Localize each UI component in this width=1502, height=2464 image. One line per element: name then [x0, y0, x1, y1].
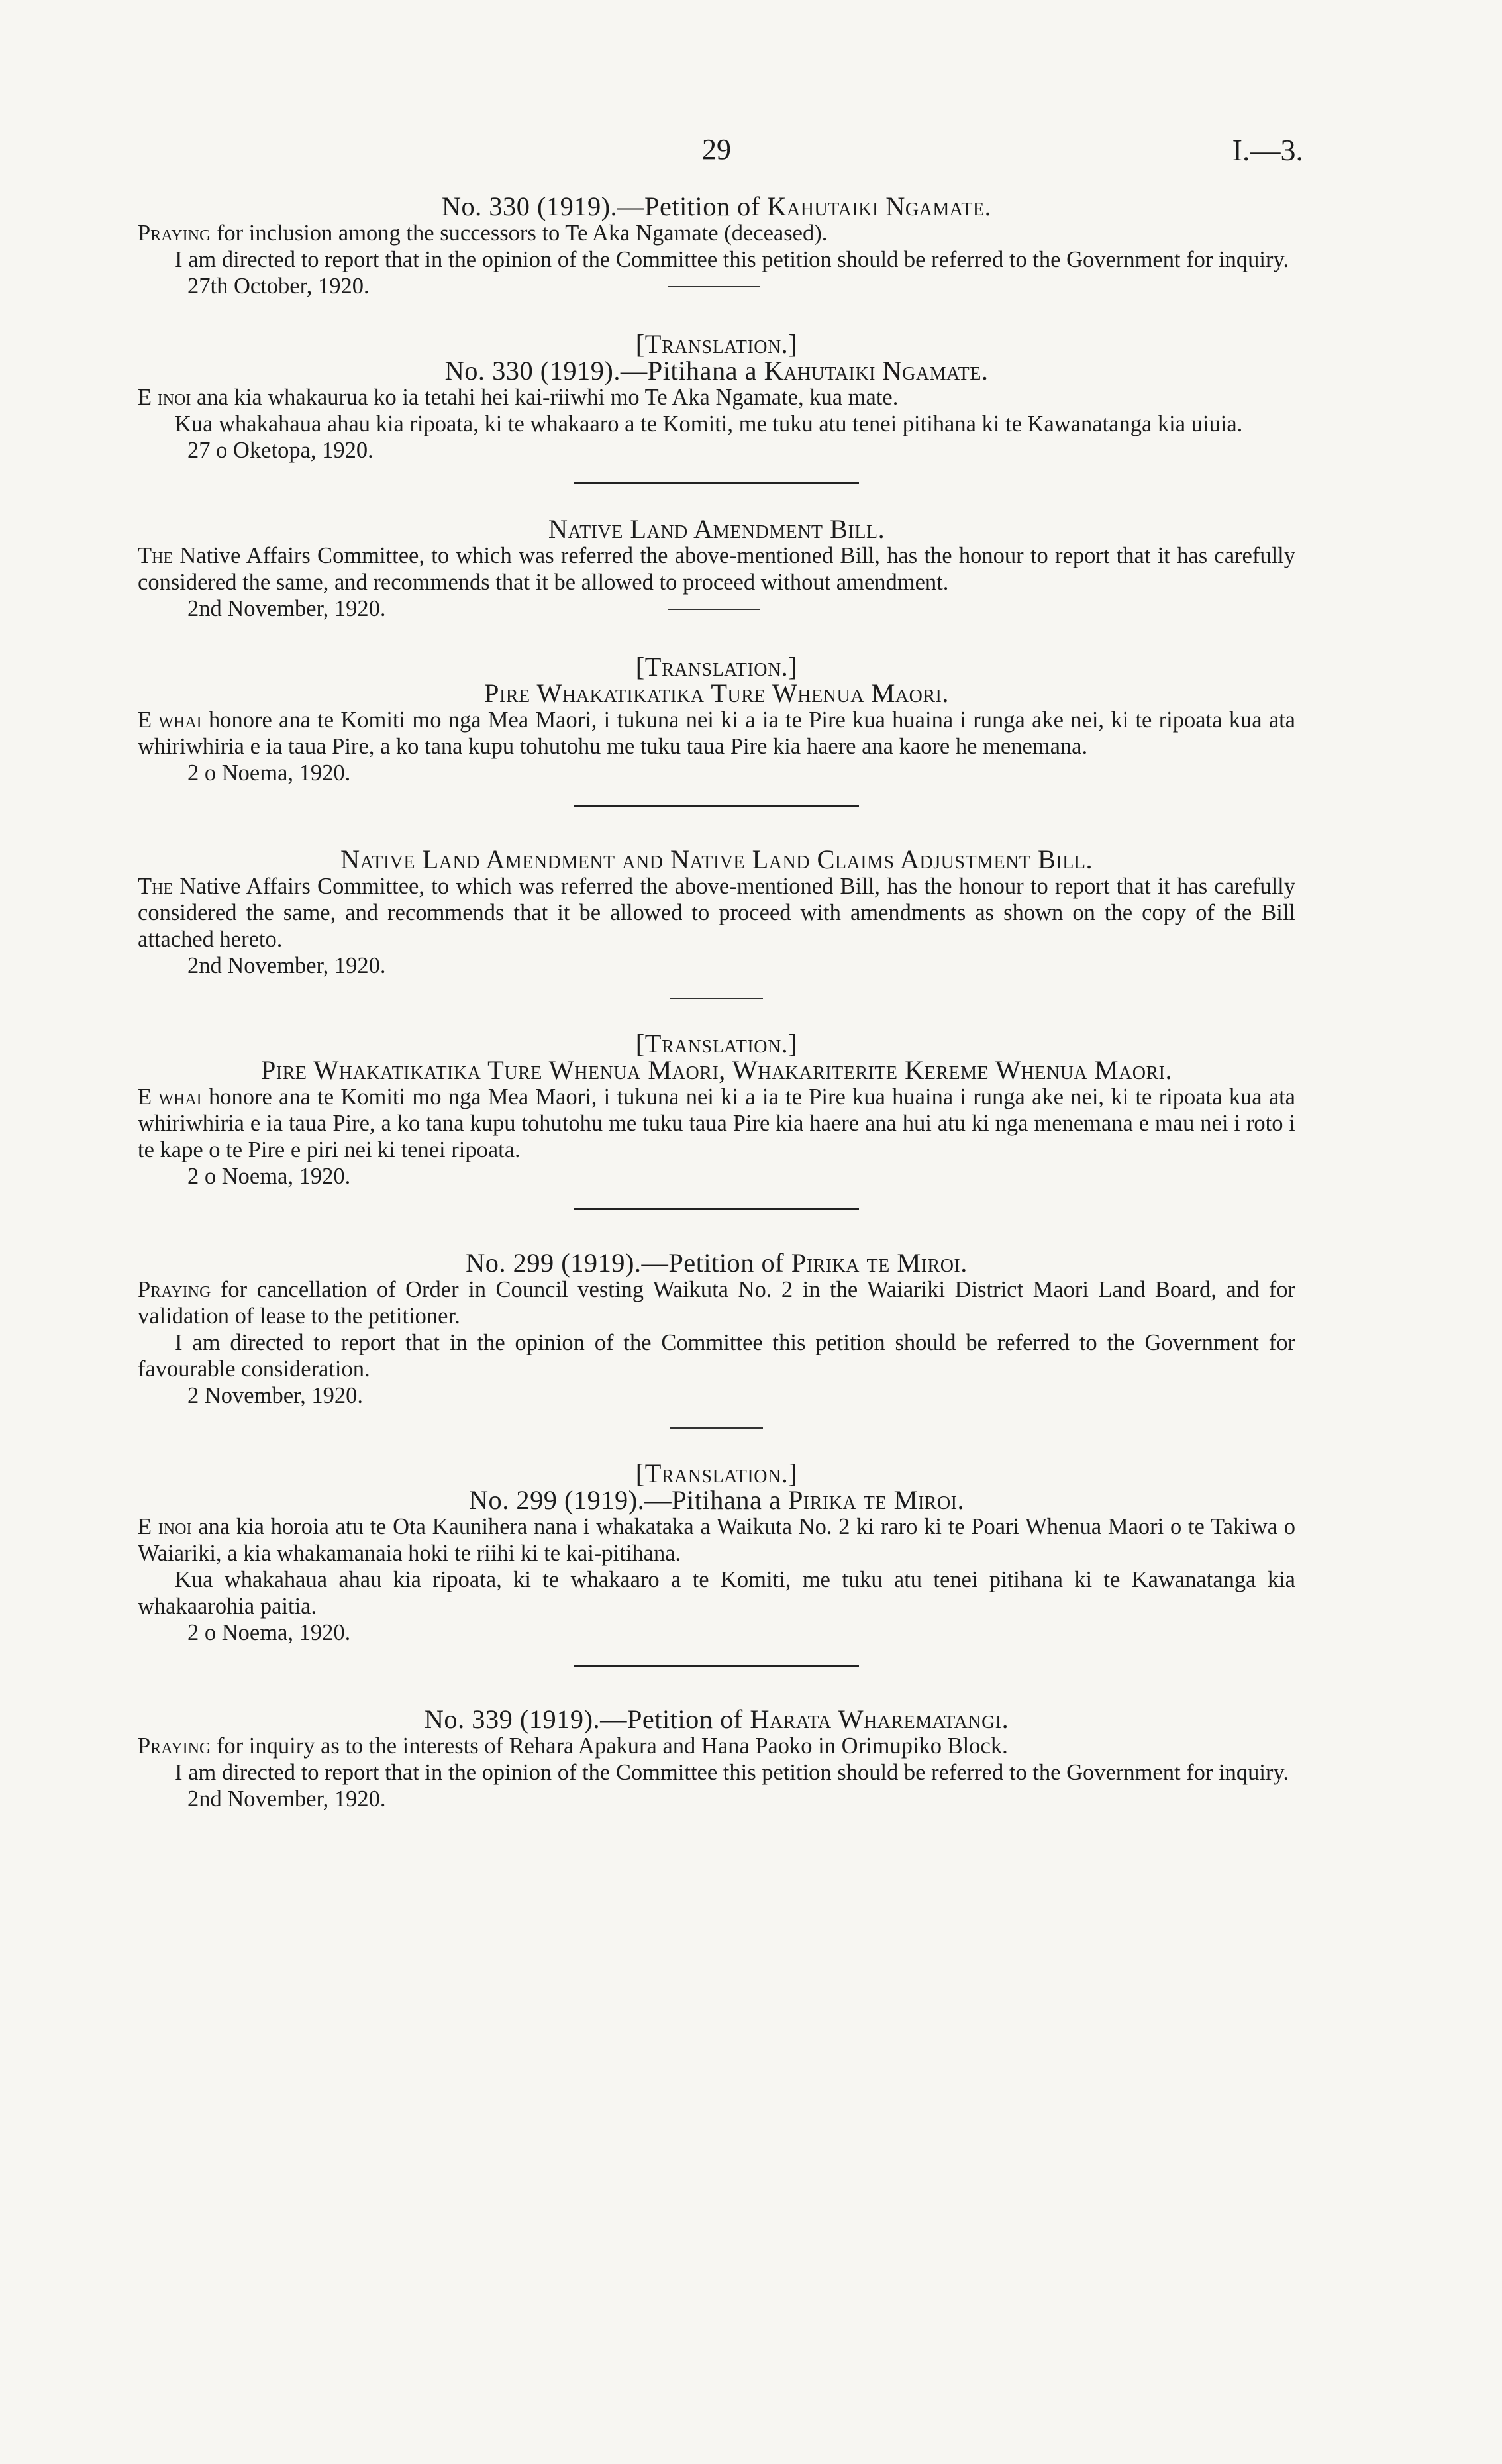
lead-paragraph: E inoi ana kia whakaurua ko ia tetahi hei kai-riiwhi mo Te Aka Ngamate, kua mate. [138, 385, 899, 410]
lead-paragraph: Praying for inclusion among the successors to Te Aka Ngamate (deceased). [138, 221, 828, 246]
short-divider [668, 286, 760, 287]
body-paragraph: Kua whakahaua ahau kia ripoata, ki te whakaaro a te Komiti, me tuku atu tenei pitihana ki te Kawanatanga kia uiuia. [175, 411, 1243, 436]
section-claims-adjustment-translation [138, 1031, 1295, 1190]
lead-paragraph: The Native Affairs Committee, to which was referred the above-mentioned Bill, has the honour to report that it has carefully considered the same, and recommends that it be allowed to proceed without amendment. [138, 543, 1295, 595]
date-line: 27 o Oketopa, 1920. [187, 438, 374, 463]
date-line: 2 November, 1920. [187, 1383, 363, 1408]
lead-paragraph: E whai honore ana te Komiti mo nga Mea Maori, i tukuna nei ki a ia te Pire kua huaina i runga ake nei, ki te ripoata kua ata whiriwhiria e ia taua Pire, a ko tana kupu tohutohu me tuku taua Pire kia haere ana hui atu ki nga menemana e mau nei i roto i te kape o te Pire e piri nei ki tenei ripoata. [138, 1084, 1295, 1162]
date-row [138, 595, 1295, 622]
lead-paragraph: E inoi ana kia horoia atu te Ota Kaunihera nana i whakataka a Waikuta No. 2 ki raro ki te Poari Whenua Maori o te Takiwa o Waiariki, a kia whakamanaia hoki te riihi ki te kai-pitihana. [138, 1514, 1295, 1566]
date-line: 2nd November, 1920. [187, 953, 386, 978]
translation-label: [Translation.] [635, 1459, 798, 1488]
lead-paragraph: E whai honore ana te Komiti mo nga Mea Maori, i tukuna nei ki a ia te Pire kua huaina i runga ake nei, ki te ripoata kua ata whiriwhiria e ia taua Pire, a ko tana kupu tohutohu me tuku taua Pire kia haere ana kaore he menemana. [138, 707, 1295, 759]
date-line: 2 o Noema, 1920. [187, 760, 351, 786]
lead-paragraph: The Native Affairs Committee, to which was referred the above-mentioned Bill, has the honour to report that it has carefully considered the same, and recommends that it be allowed to proceed with amendments as shown on the copy of the Bill attached hereto. [138, 874, 1295, 952]
section-heading: Native Land Amendment and Native Land Claims Adjustment Bill. [340, 845, 1093, 874]
section-petition-339 [138, 1706, 1295, 1812]
body-paragraph: Kua whakahaua ahau kia ripoata, ki te whakaaro a te Komiti, me tuku atu tenei pitihana ki te Kawanatanga kia whakaarohia paitia. [138, 1567, 1295, 1619]
section-heading: No. 330 (1919).—Pitihana a Kahutaiki Ngamate. [444, 356, 989, 385]
body-paragraph: I am directed to report that in the opinion of the Committee this petition should be referred to the Government for favourable consideration. [138, 1330, 1295, 1382]
section-heading: No. 299 (1919).—Pitihana a Pirika te Miroi. [468, 1485, 965, 1515]
section-heading: Native Land Amendment Bill. [548, 514, 885, 544]
lead-paragraph: Praying for cancellation of Order in Council vesting Waikuta No. 2 in the Waiariki District Maori Land Board, and for validation of lease to the petitioner. [138, 1277, 1295, 1329]
section-heading: No. 330 (1919).—Petition of Kahutaiki Ngamate. [441, 191, 992, 221]
date-line: 2 o Noema, 1920. [187, 1164, 351, 1189]
short-divider [668, 609, 760, 610]
page-reference: I.—3. [1232, 133, 1303, 167]
translation-label: [Translation.] [635, 329, 798, 359]
date-line: 2nd November, 1920. [187, 596, 386, 621]
section-pire-translation [138, 654, 1295, 786]
translation-label: [Translation.] [635, 1029, 798, 1058]
section-heading: No. 339 (1919).—Petition of Harata Wharematangi. [424, 1704, 1009, 1734]
date-line: 2 o Noema, 1920. [187, 1620, 351, 1645]
body-paragraph: I am directed to report that in the opinion of the Committee this petition should be referred to the Government for inquiry. [175, 247, 1289, 272]
page-number: 29 [702, 133, 731, 166]
page-header [0, 132, 1502, 172]
section-petition-330-translation [138, 331, 1295, 464]
date-line: 27th October, 1920. [187, 274, 370, 299]
section-heading: Pire Whakatikatika Ture Whenua Maori. [484, 678, 949, 708]
date-row [138, 273, 1295, 299]
document-body [138, 193, 1295, 1812]
section-petition-299 [138, 1250, 1295, 1409]
section-native-land-amendment-bill [138, 516, 1295, 622]
date-line: 2nd November, 1920. [187, 1786, 386, 1812]
section-heading: Pire Whakatikatika Ture Whenua Maori, Whakariterite Kereme Whenua Maori. [260, 1055, 1173, 1085]
translation-label: [Translation.] [635, 652, 798, 682]
body-paragraph: I am directed to report that in the opinion of the Committee this petition should be referred to the Government for inquiry. [175, 1760, 1289, 1785]
section-petition-299-translation [138, 1461, 1295, 1646]
section-heading: No. 299 (1919).—Petition of Pirika te Miroi. [466, 1248, 968, 1278]
section-claims-adjustment-bill [138, 847, 1295, 979]
section-petition-330 [138, 193, 1295, 299]
lead-paragraph: Praying for inquiry as to the interests of Rehara Apakura and Hana Paoko in Orimupiko Block. [138, 1733, 1008, 1759]
